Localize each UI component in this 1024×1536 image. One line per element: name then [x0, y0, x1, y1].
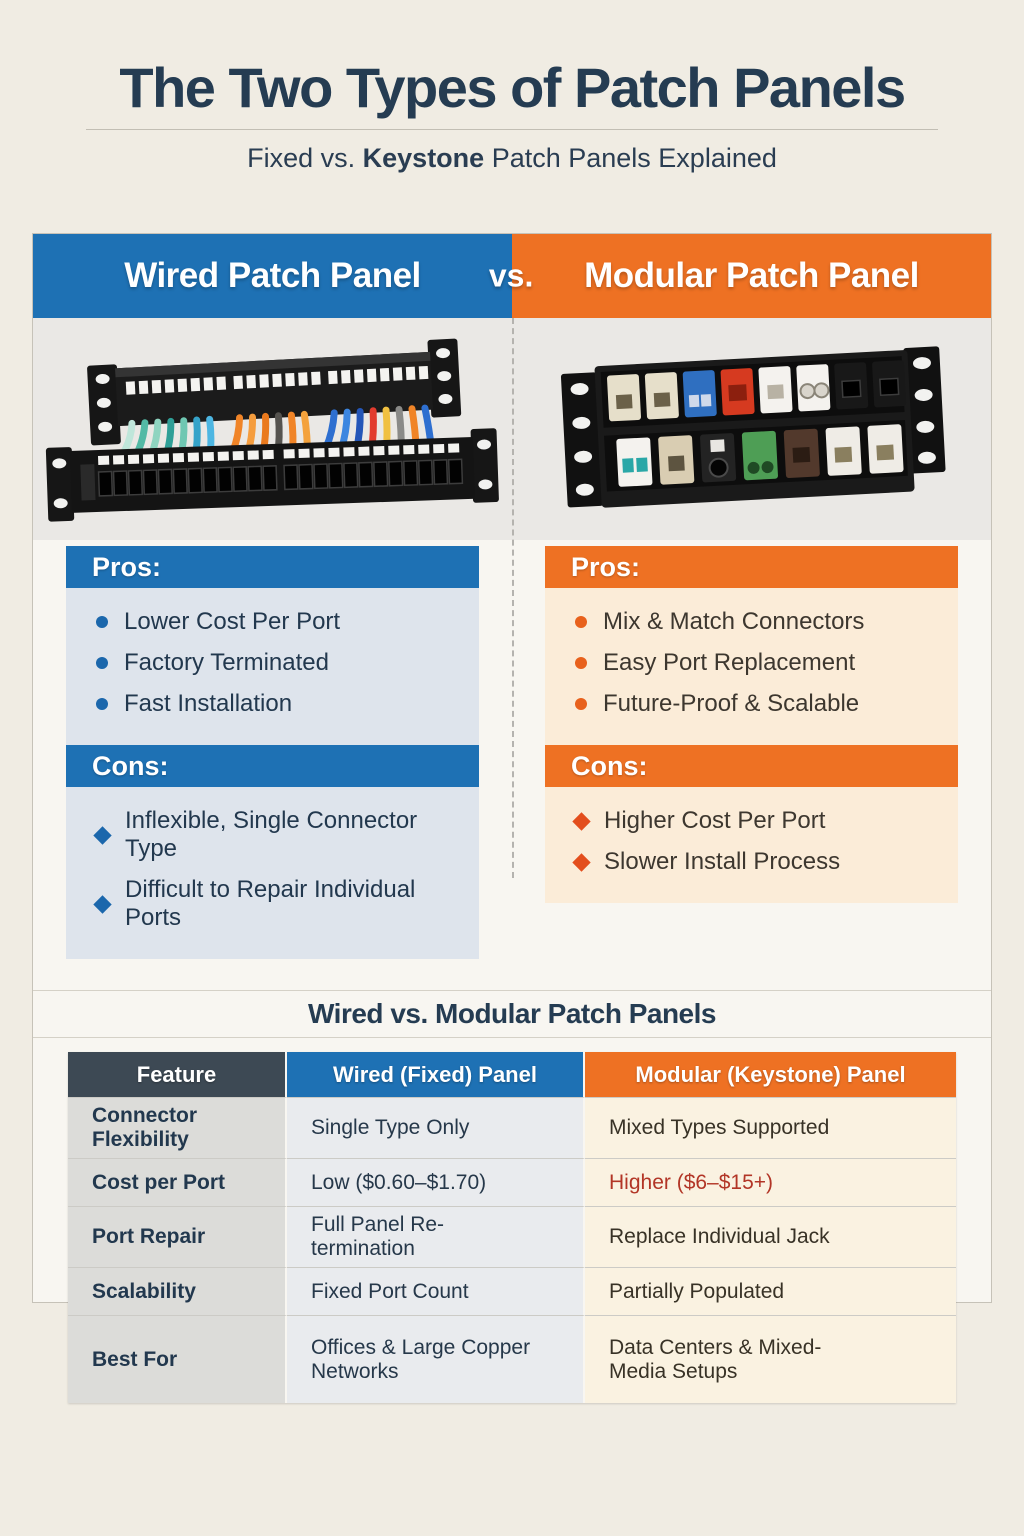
list-item-label: Inflexible, Single Connector Type: [125, 807, 418, 862]
list-item: [96, 649, 469, 677]
bullet-icon: [572, 853, 590, 871]
modular-cons-list: [545, 787, 958, 903]
list-item: [575, 608, 948, 636]
page-subtitle: [0, 143, 1024, 174]
wired-cell: Fixed Port Count: [287, 1267, 585, 1315]
title-divider: [86, 129, 938, 130]
list-item: [575, 649, 948, 677]
wired-cons-list: [66, 787, 479, 959]
wired-cell: Low ($0.60–$1.70): [287, 1158, 585, 1206]
feature-column-header: Feature: [68, 1052, 287, 1097]
bullet-icon: [93, 826, 111, 844]
subtitle-prefix: Fixed vs.: [247, 143, 363, 174]
list-item-label: Slower Install Process: [604, 848, 841, 875]
list-item-label: Fast Installation: [124, 690, 293, 717]
modular-cell: Mixed Types Supported: [585, 1097, 956, 1158]
list-item-label: Difficult to Repair Individual Ports: [125, 876, 416, 931]
modular-cell: Data Centers & Mixed-Media Setups: [585, 1315, 956, 1403]
list-item-label: Higher Cost Per Port: [604, 807, 826, 834]
table-header-row: [68, 1052, 956, 1097]
feature-cell: Scalability: [68, 1267, 287, 1315]
modular-panel-illustration: [512, 318, 991, 540]
wired-panel-photo: [33, 318, 512, 540]
modular-cell: Replace Individual Jack: [585, 1206, 956, 1267]
feature-cell: Best For: [68, 1315, 287, 1403]
wired-pros-header: Pros:: [66, 546, 479, 588]
modular-cell: Higher ($6–$15+): [585, 1158, 956, 1206]
wired-panel-title: Wired Patch Panel: [124, 256, 421, 295]
wired-panel-illustration: [33, 318, 512, 540]
list-item: [96, 690, 469, 718]
comparison-table-body: [68, 1097, 956, 1403]
list-item-label: Mix & Match Connectors: [603, 608, 865, 635]
wired-cons-header: Cons:: [66, 745, 479, 787]
subtitle-suffix: Patch Panels Explained: [484, 143, 777, 174]
table-row: [68, 1267, 956, 1315]
page-title: The Two Types of Patch Panels: [119, 56, 905, 119]
modular-cell: Partially Populated: [585, 1267, 956, 1315]
wired-header-band: [33, 234, 512, 318]
list-item: [96, 807, 469, 863]
table-title: Wired vs. Modular Patch Panels: [308, 998, 716, 1029]
modular-column: [545, 546, 958, 959]
list-item: [96, 608, 469, 636]
list-item-label: Factory Terminated: [124, 649, 329, 676]
table-row: [68, 1158, 956, 1206]
bullet-icon: [575, 698, 587, 710]
modular-pros-header: Pros:: [545, 546, 958, 588]
comparison-table: [68, 1052, 956, 1403]
list-item-label: Future-Proof & Scalable: [603, 690, 860, 717]
modular-column-header: Modular (Keystone) Panel: [585, 1052, 956, 1097]
list-item-label: Easy Port Replacement: [603, 649, 856, 676]
table-row: [68, 1315, 956, 1403]
feature-cell: Cost per Port: [68, 1158, 287, 1206]
bullet-icon: [575, 657, 587, 669]
bullet-icon: [96, 698, 108, 710]
wired-column-header: Wired (Fixed) Panel: [287, 1052, 585, 1097]
wired-pros-list: [66, 588, 479, 745]
list-item: [575, 848, 948, 876]
wired-cell: Offices & Large Copper Networks: [287, 1315, 585, 1403]
wired-cell: Full Panel Re-termination: [287, 1206, 585, 1267]
subtitle-keyword: Keystone: [362, 143, 485, 174]
table-title-band: [33, 990, 991, 1038]
list-item: [575, 690, 948, 718]
bullet-icon: [96, 616, 108, 628]
modular-panel-title: Modular Patch Panel: [584, 256, 919, 295]
bullet-icon: [96, 657, 108, 669]
feature-cell: Connector Flexibility: [68, 1097, 287, 1158]
column-divider: [512, 318, 514, 878]
table-row: [68, 1097, 956, 1158]
list-item-label: Lower Cost Per Port: [124, 608, 341, 635]
table-row: [68, 1206, 956, 1267]
list-item: [575, 807, 948, 835]
modular-cons-header: Cons:: [545, 745, 958, 787]
list-item: [96, 876, 469, 932]
wired-column: [66, 546, 479, 959]
bullet-icon: [572, 812, 590, 830]
bullet-icon: [93, 895, 111, 913]
modular-pros-list: [545, 588, 958, 745]
wired-cell: Single Type Only: [287, 1097, 585, 1158]
comparison-table-head: [68, 1052, 956, 1097]
masthead: [0, 0, 1024, 200]
vs-label: vs.: [488, 257, 534, 294]
modular-header-band: [512, 234, 991, 318]
modular-panel-photo: [512, 318, 991, 540]
comparison-card: [32, 233, 992, 1383]
bullet-icon: [575, 616, 587, 628]
feature-cell: Port Repair: [68, 1206, 287, 1267]
comparison-header: [33, 234, 991, 318]
